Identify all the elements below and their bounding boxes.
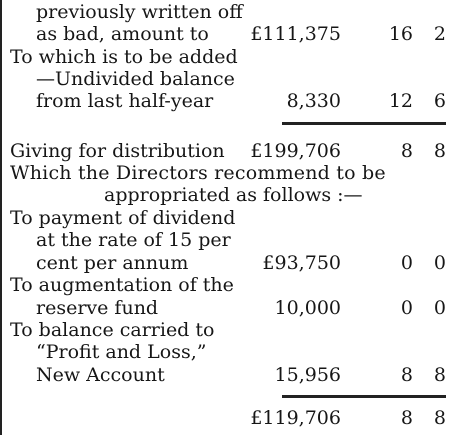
amount-shillings: 0 — [400, 252, 413, 274]
amount-pence: 2 — [433, 23, 446, 45]
total-pounds: £119,706 — [250, 407, 341, 429]
line-text: appropriated as follows :— — [104, 184, 363, 206]
amount-shillings: 16 — [388, 23, 413, 45]
line-text: previously written off — [36, 1, 243, 23]
line-text: from last half-year — [36, 90, 214, 112]
total-shillings: 8 — [400, 407, 413, 429]
line-text: New Account — [36, 364, 165, 386]
line-text: as bad, amount to — [36, 23, 209, 45]
amount-pence: 0 — [433, 252, 446, 274]
line-text: reserve fund — [36, 297, 159, 319]
line-text: To balance carried to — [10, 319, 215, 341]
line-text: To augmentation of the — [10, 274, 234, 296]
left-margin-rule — [0, 0, 2, 435]
amount-shillings: 0 — [400, 297, 413, 319]
line-text: cent per annum — [36, 252, 189, 274]
amount-pounds: £111,375 — [250, 23, 341, 45]
amount-pence: 8 — [433, 364, 446, 386]
line-text: at the rate of 15 per — [36, 229, 231, 251]
amount-shillings: 8 — [400, 364, 413, 386]
line-text: Giving for distribution — [10, 140, 225, 162]
total-rule — [282, 395, 446, 398]
amount-shillings: 8 — [400, 140, 413, 162]
line-text: Which the Directors recommend to be — [10, 162, 386, 184]
line-text: “Profit and Loss,” — [36, 341, 207, 363]
subtotal-rule — [282, 122, 446, 125]
line-text: To which is to be added — [10, 46, 238, 68]
amount-pounds: £93,750 — [262, 252, 341, 274]
amount-pence: 8 — [433, 140, 446, 162]
amount-pounds: 15,956 — [274, 364, 341, 386]
line-text: —Undivided balance — [36, 68, 235, 90]
amount-pounds: 8,330 — [286, 90, 341, 112]
amount-pence: 0 — [433, 297, 446, 319]
total-pence: 8 — [433, 407, 446, 429]
line-text: To payment of dividend — [10, 207, 236, 229]
amount-pounds: 10,000 — [274, 297, 341, 319]
amount-pence: 6 — [433, 90, 446, 112]
amount-shillings: 12 — [388, 90, 413, 112]
amount-pounds: £199,706 — [250, 140, 341, 162]
